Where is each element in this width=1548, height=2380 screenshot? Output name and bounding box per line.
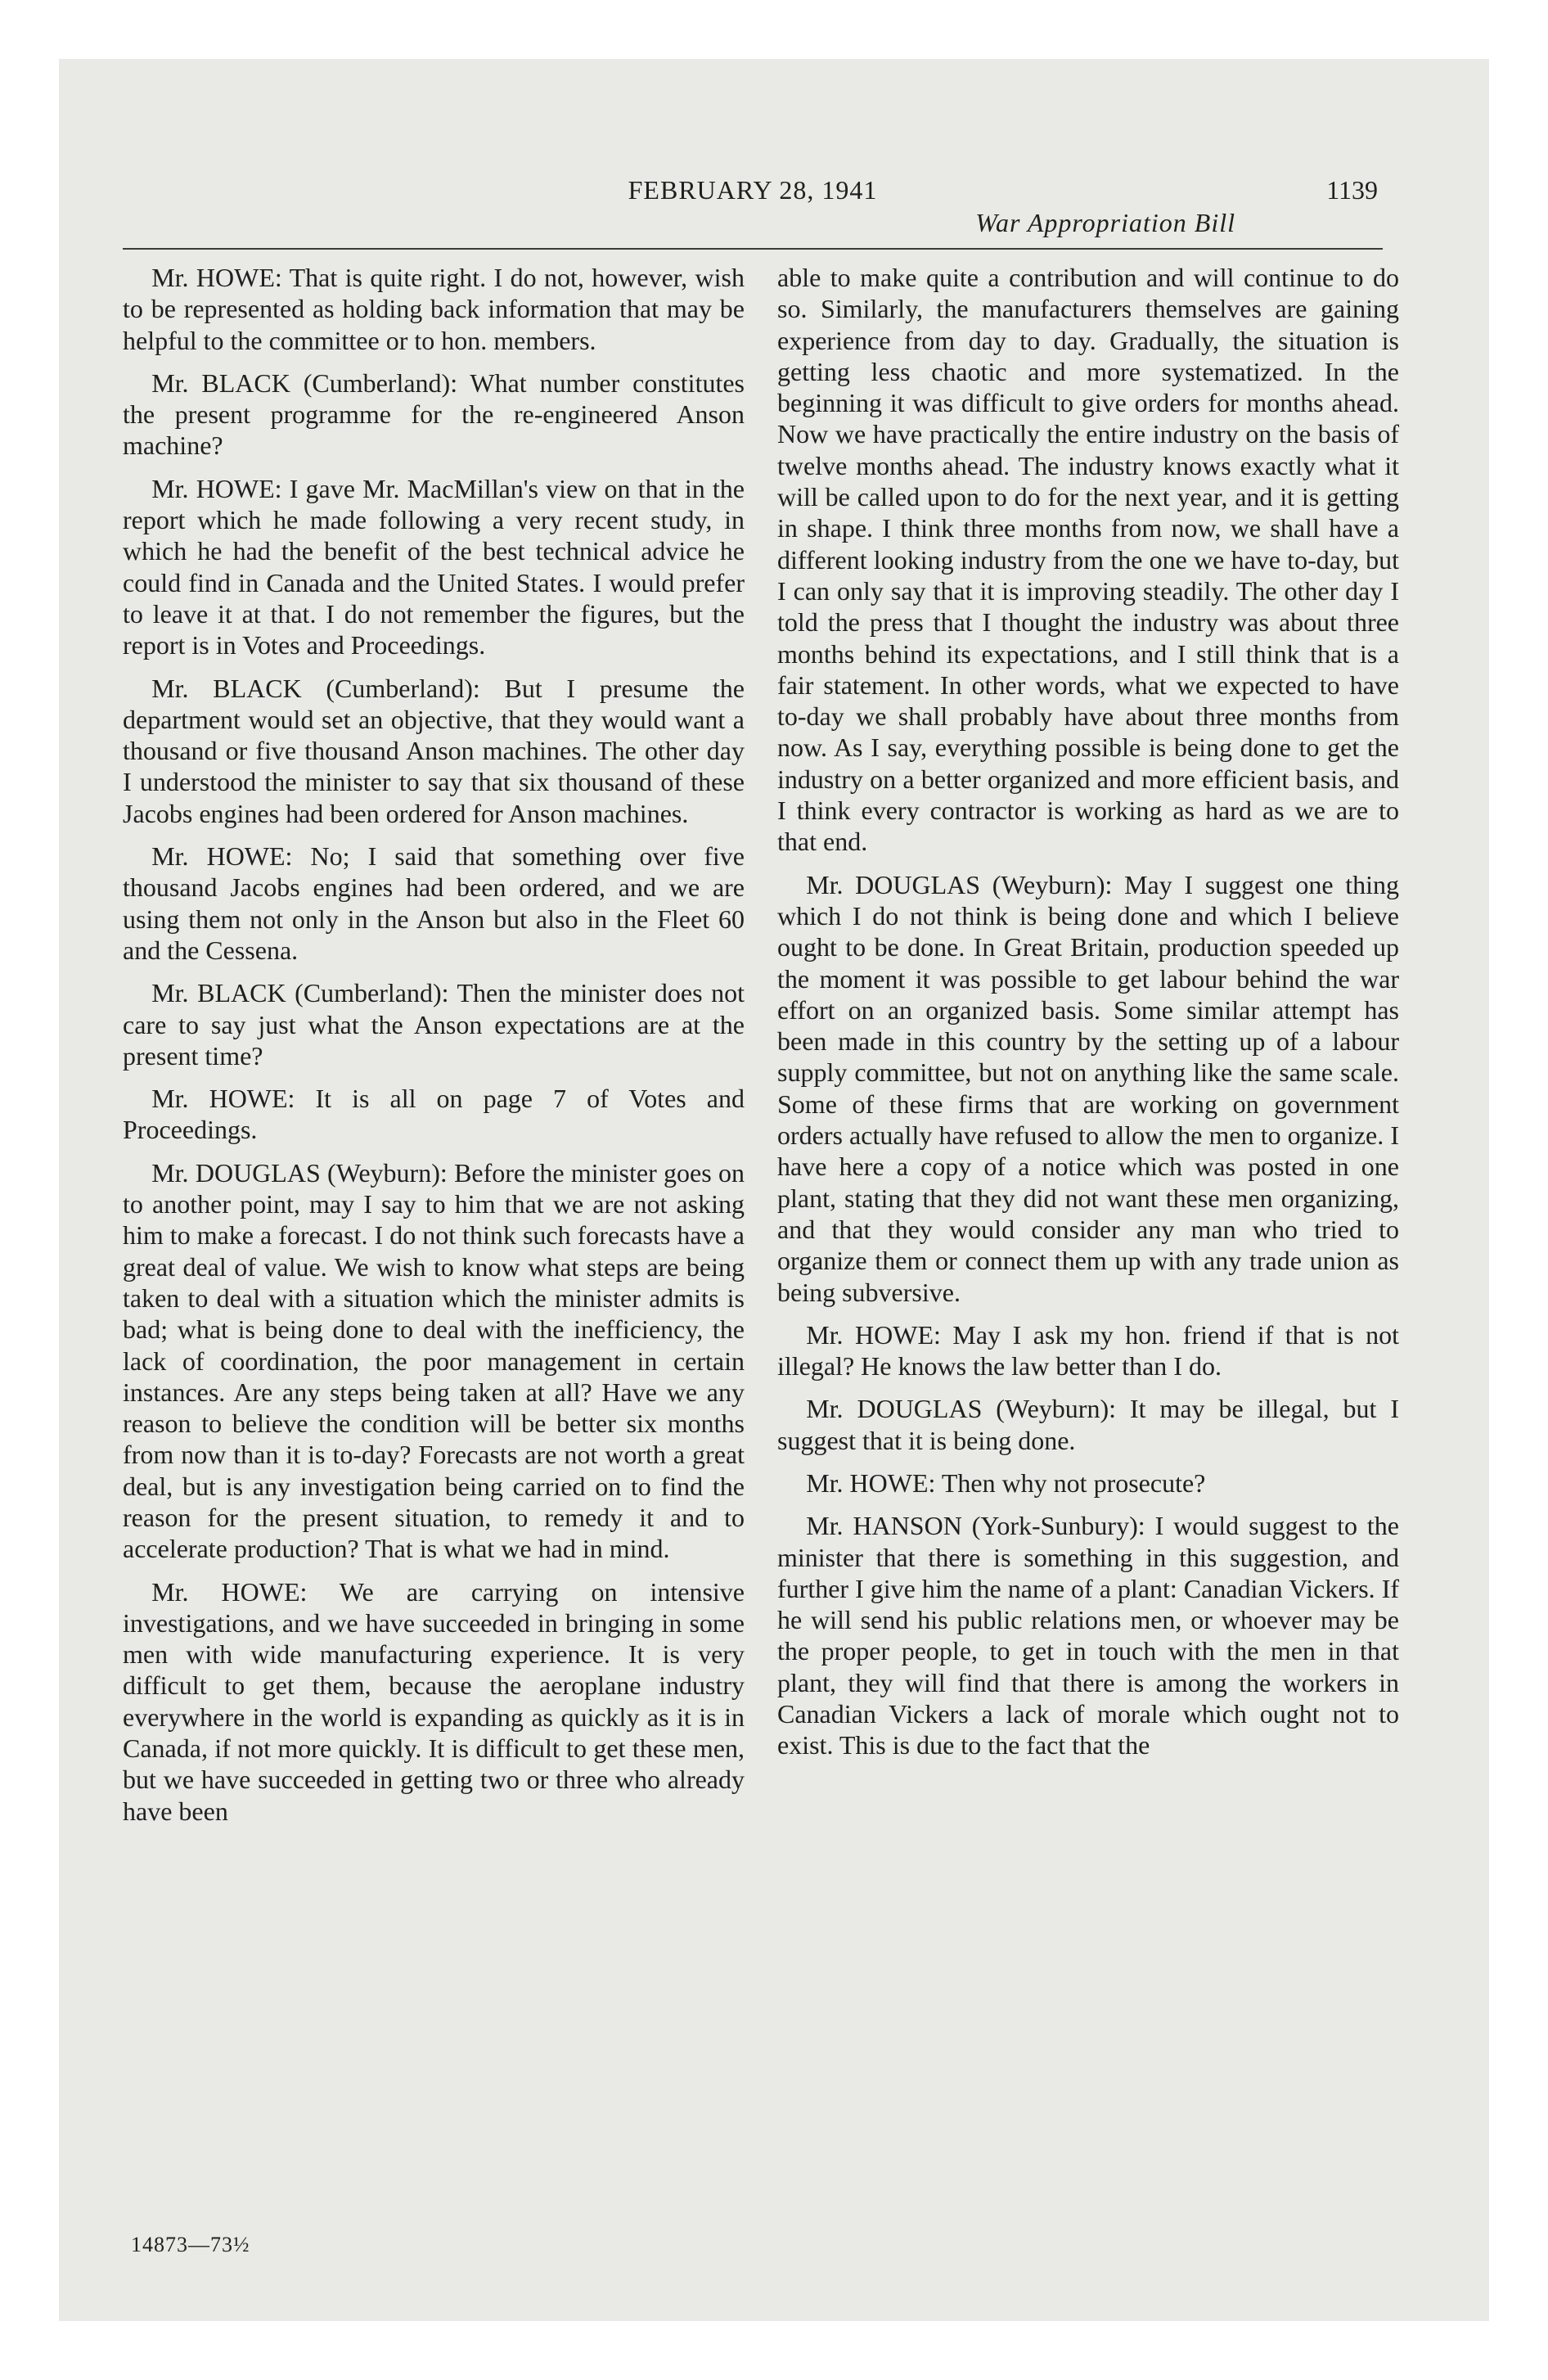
left-column [123, 262, 745, 1838]
right-column [777, 262, 1399, 1773]
paragraph: Mr. HOWE: I gave Mr. MacMillan's view on that in the report which he made following a very recent study, in which he had the benefit of the best technical advice he could find in Canada and the United States. I would prefer to leave it at that. I do not remember the figures, but the report is in Votes and Proceedings. [123, 473, 745, 660]
paragraph: Mr. BLACK (Cumberland): What number constitutes the present programme for the re-engineered Anson machine? [123, 367, 745, 461]
paragraph: Mr. HOWE: We are carrying on intensive investigations, and we have succeeded in bringing in some men with wide manufacturing experience. It is very difficult to get them, because the aeroplane industry everywhere in the world is expanding as quickly as it is in Canada, if not more quickly. It is difficult to get these men, but we have succeeded in getting two or three who already have been [123, 1576, 745, 1826]
paragraph: Mr. DOUGLAS (Weyburn): It may be illegal, but I suggest that it is being done. [777, 1394, 1399, 1455]
header-subject: War Appropriation Bill [975, 208, 1235, 237]
printer-signature: 14873—73½ [131, 2233, 250, 2256]
paragraph: Mr. HOWE: May I ask my hon. friend if that is not illegal? He knows the law better than I do. [777, 1319, 1399, 1382]
paragraph: Mr. HOWE: It is all on page 7 of Votes and Proceedings. [123, 1084, 745, 1145]
header-date: FEBRUARY 28, 1941 [628, 175, 878, 205]
paragraph: Mr. HANSON (York-Sunbury): I would suggest to the minister that there is something in this suggestion, and further I give him the name of a plant: Canadian Vickers. If he will send his public relations men, or whoever may be the proper people, to get in touch with the men in that plant, they will find that there is among the workers in Canadian Vickers a lack of morale which ought not to exist. This is due to the fact that the [777, 1511, 1399, 1760]
paragraph: Mr. BLACK (Cumberland): Then the minister does not care to say just what the Anson expectations are at the present time? [123, 978, 745, 1071]
paragraph: Mr. DOUGLAS (Weyburn): May I suggest one thing which I do not think is being done and which I believe ought to be done. In Great Britain, production speeded up the moment it was possible to get labour behind the war effort on an organized basis. Some similar attempt has been made in this country by the setting up of a labour supply committee, but not on anything like the same scale. Some of these firms that are working on government orders actually have refused to allow the men to organize. I have here a copy of a notice which was posted in one plant, stating that they did not want these men organizing, and that they would consider any man who tried to organize them or connect them up with any trade union as being subversive. [777, 869, 1399, 1307]
paragraph: Mr. HOWE: Then why not prosecute? [806, 1467, 1206, 1498]
paragraph: able to make quite a contribution and will continue to do so. Similarly, the manufacturers themselves are gaining experience from day to day. Gradually, the situation is getting less chaotic and more systematized. In the beginning it was difficult to give orders for months ahead. Now we have practically the entire industry on the basis of twelve months ahead. The industry knows exactly what it will be called upon to do for the next year, and it is getting in shape. I think three months from now, we shall have a different looking industry from the one we have to-day, but I can only say that it is improving steadily. The other day I told the press that I thought the industry was about three months behind its expectations, and I still think that is a fair statement. In other words, what we expected to have to-day we shall probably have about three months from now. As I say, everything possible is being done to get the industry on a better organized and more efficient basis, and I think every contractor is working as hard as we are to that end. [777, 263, 1399, 857]
paragraph: Mr. BLACK (Cumberland): But I presume the department would set an objective, that they would want a thousand or five thousand Anson machines. The other day I understood the minister to say that six thousand of these Jacobs engines had been ordered for Anson machines. [123, 673, 745, 828]
paragraph: Mr. HOWE: No; I said that something over five thousand Jacobs engines had been ordered, and we are using them not only in the Anson but also in the Fleet 60 and the Cessena. [123, 841, 745, 965]
paragraph: Mr. HOWE: That is quite right. I do not, however, wish to be represented as holding back information that may be helpful to the committee or to hon. members. [123, 263, 745, 355]
page-number: 1139 [1326, 175, 1378, 205]
header-rule [123, 248, 1383, 250]
paragraph: Mr. DOUGLAS (Weyburn): Before the minister goes on to another point, may I say to him that we are not asking him to make a forecast. I do not think such forecasts have a great deal of value. We wish to know what steps are being taken to deal with a situation which the minister admits is bad; what is being done to deal with the inefficiency, the lack of coordination, the poor management in certain instances. Are any steps being taken at all? Have we any reason to believe the condition will be better six months from now than it is to-day? Forecasts are not worth a great deal, but is any investigation being carried on to find the reason for the present situation, to remedy it and to accelerate production? That is what we had in mind. [123, 1157, 745, 1564]
page-header [123, 175, 1383, 249]
